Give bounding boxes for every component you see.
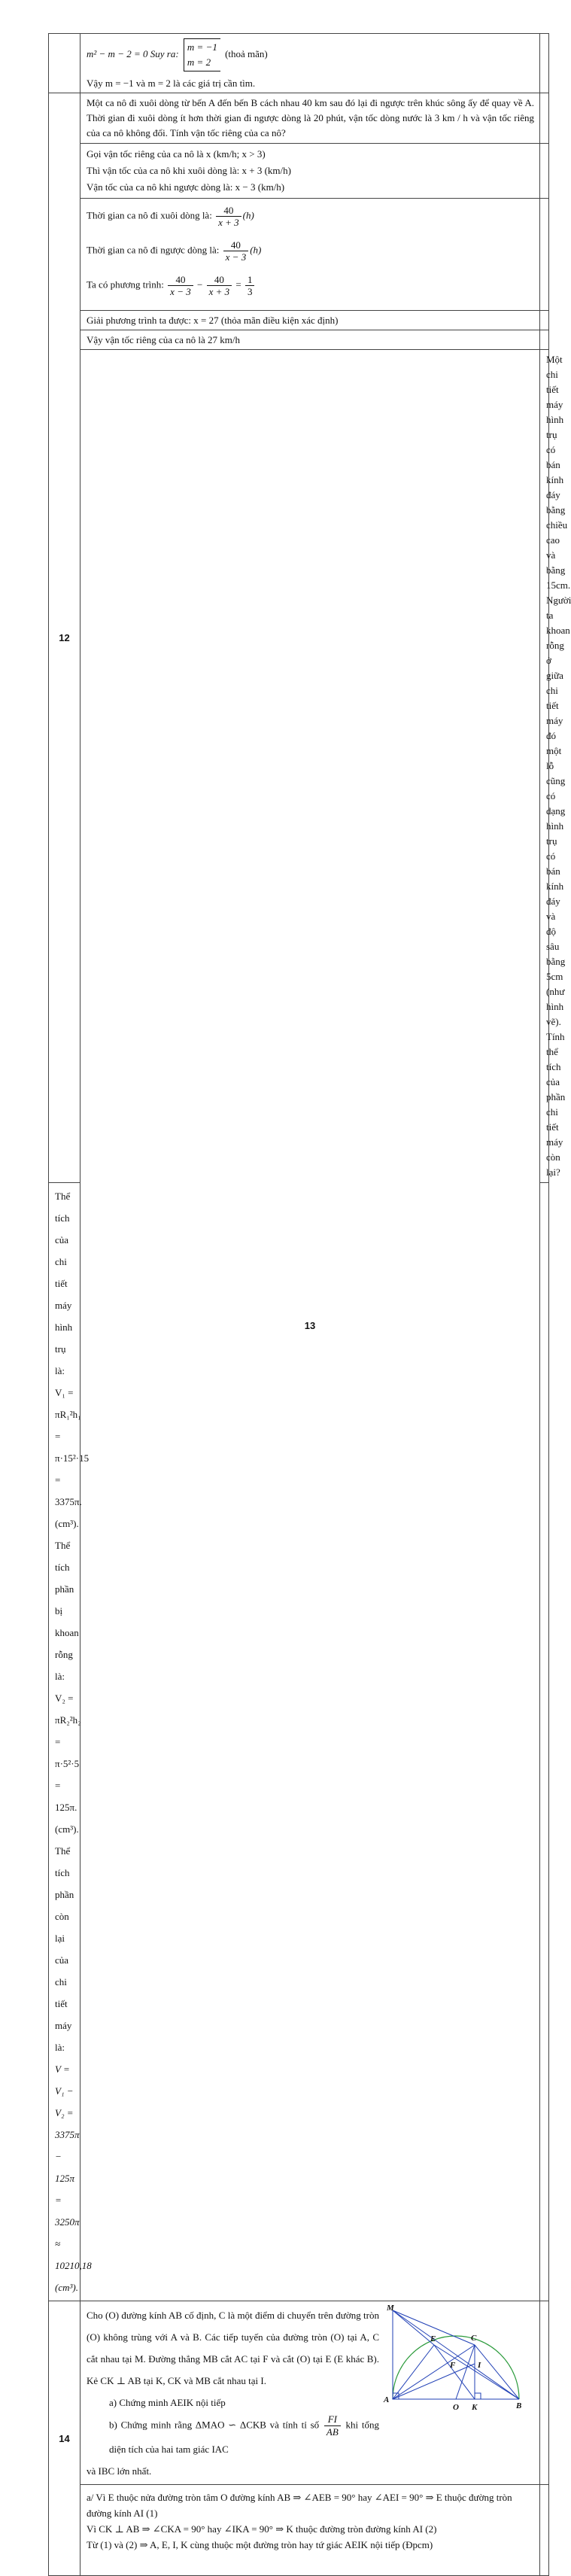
q14-sol-3: Từ (1) và (2) ⇒ A, E, I, K cùng thuộc một đường tròn hay tứ giác AEIK nội tiếp (Đpcm) [87,2539,433,2550]
label-m: M [387,2304,394,2313]
q12-setup-row [49,144,549,199]
label-k: K [472,2403,478,2412]
q13-number: 13 [80,350,540,2301]
q12-time-up: Thời gian ca nô đi ngược dòng là: $\frac{40}{x - 3}$ (h) [87,239,262,263]
q12-equation: Ta có phương trình: $\frac{40}{x - 3}$ − $\frac{40}{x + 3}$ = $\frac{1}{3}$ [87,274,534,304]
q13-volume-drilled: Thể tích phần bị khoan rỗng là: V₂ = πR₂²h₂ = π·5²·5 = 125π. (cm³). [55,1540,81,1835]
q13-problem-row [49,350,549,1183]
q12-number: 12 [49,93,80,1183]
answer-table [48,33,571,2576]
q14-part-a: a) Chứng minh AEIK nội tiếp [109,2397,226,2408]
label-i: I [478,2361,481,2370]
prev-conclusion: Vậy m = −1 và m = 2 là các giá trị cần tìm. [87,78,256,89]
label-o: O [453,2403,459,2412]
q14-sol-2: Vì CK ⊥ AB ⇒ ∠CKA = 90° hay ∠IKA = 90° ⇒ K thuộc đường tròn đường kính AI (2) [87,2523,437,2535]
prev-equation: m² − m − 2 = 0 Suy ra: m = −1 m = 2 (thoả mãn) [80,34,539,74]
q12-upstream-speed: Vận tốc của ca nô khi ngược dòng là: x − 3 (km/h) [87,181,285,193]
q13-problem-text: Một chi tiết máy hình trụ có bán kính đáy bằng chiều cao và bằng 15cm. Người ta khoan rỗng ở giữa chi tiết máy đó một lỗ cũng có dạng hình trụ có bán kính đáy và độ sâu bằng 5cm (như hình vẽ). Tính thể tích của phần chi tiết máy còn lại? [546,354,571,1178]
q14-problem-text: Cho (O) đường kính AB cố định, C là một điểm di chuyển trên đường tròn (O) không trùng với A và B. Các tiếp tuyến của đường tròn (O) tại A, C cắt nhau tại M. Đường thẳng MB cắt AC tại F và cắt (O) tại E (E khác B). Kẻ CK ⊥ AB tại K, CK và MB cắt nhau tại I. [87,2310,379,2386]
q12-solve: Giải phương trình ta được: x = 27 (thỏa mãn điều kiện xác định) [87,315,339,326]
q12-time-down: Thời gian ca nô đi xuôi dòng là: $\frac{40}{x + 3}$ (h) [87,205,254,228]
q13-volume-result: V = V₁ − V₂ = 3375π − 125π = 3250π ≈ 10210,18 (cm³). [55,2064,92,2293]
solution-bracket: m = −1 m = 2 [184,38,220,71]
label-a: A [384,2395,390,2404]
q12-variable: Gọi vận tốc riêng của ca nô là x (km/h; x > 3) [87,148,266,160]
label-f: F [450,2361,456,2370]
q12-solve-row [49,311,549,330]
q13-volume-label: Thể tích phần còn lại của chi tiết máy là: [55,1845,74,2053]
prev-answer-row [49,34,549,93]
q14-number: 14 [49,2301,80,2576]
label-b: B [516,2401,522,2410]
q14-part-b-cont: và IBC lớn nhất. [87,2465,152,2477]
q14-problem-row [49,2301,549,2485]
q14-part-b: b) Chứng minh rằng ΔMAO ∽ ΔCKB và tính tỉ số $\frac{FI}{AB}$ khi tổng diện tích của hai tam giác IAC [109,2413,379,2455]
q14-solution-row [49,2485,549,2576]
q13-volume-total: Thể tích của chi tiết máy hình trụ là: V₁ = πR₁²h₁ = π·15²·15 = 3375π. (cm³). [55,1191,90,1529]
label-c: C [471,2334,477,2343]
q14-sol-1: a/ Vì E thuộc nửa đường tròn tâm O đường kính AB ⇒ ∠AEB = 90° hay ∠AEI = 90° ⇒ E thuộc đường tròn đường kính AI (1) [87,2492,512,2519]
label-e: E [430,2334,436,2343]
geometry-figure [384,2306,527,2419]
q12-problem-text: Một ca nô đi xuôi dòng từ bến A đến bến B cách nhau 40 km sau đó lại đi ngược trên khúc sông ấy để quay về A. Thời gian đi xuôi dòng ít hơn thời gian đi ngược dòng là 20 phút, vận tốc dòng nước là 3 km / h và vận tốc riêng của ca nô không đổi. Tính vận tốc riêng của ca nô? [87,97,534,138]
q12-equation-row [49,199,549,311]
q12-downstream-speed: Thì vận tốc của ca nô khi xuôi dòng là: x + 3 (km/h) [87,165,291,176]
q12-answer: Vậy vận tốc riêng của ca nô là 27 km/h [87,334,240,345]
q12-problem-row [49,93,549,144]
q12-answer-row [49,330,549,350]
